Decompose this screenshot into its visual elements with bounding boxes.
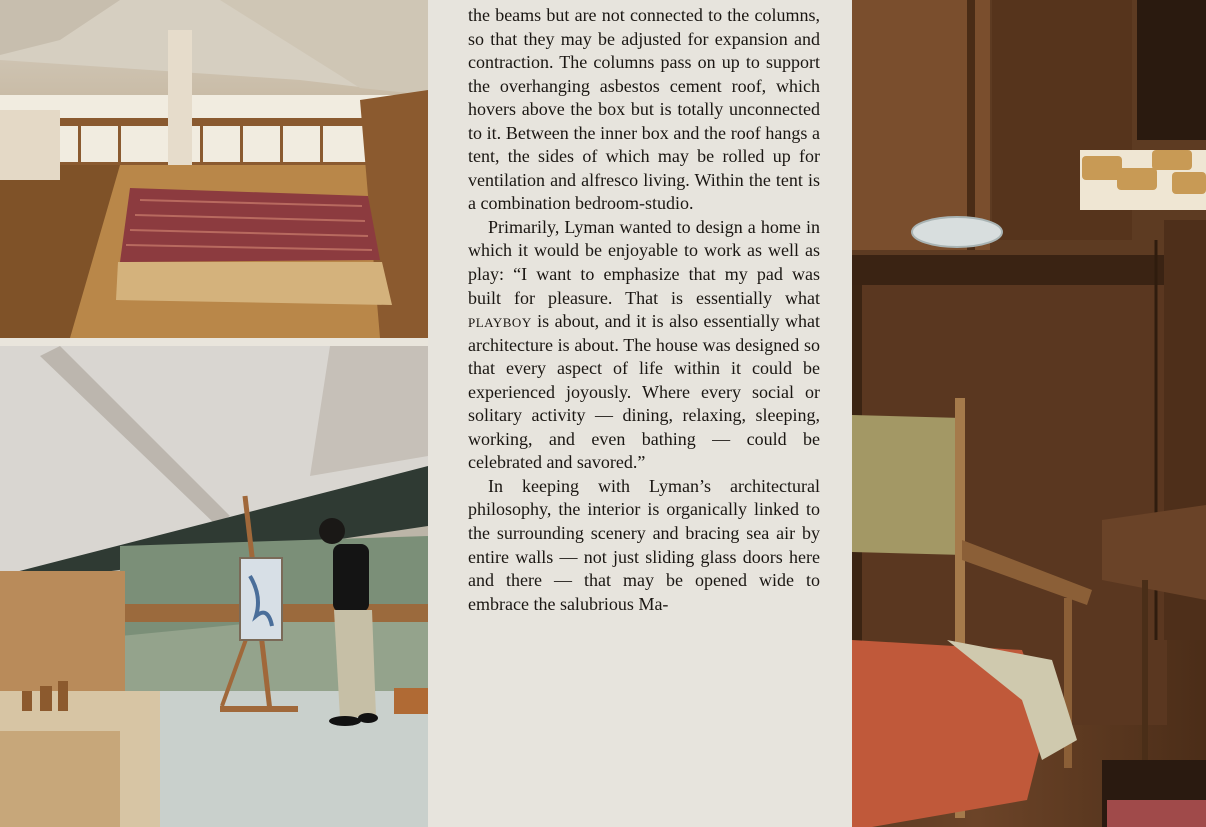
- cabinet-chair-illustration: [852, 0, 1206, 827]
- photo-loft-bedroom: [0, 0, 428, 338]
- magazine-name: playboy: [468, 311, 532, 332]
- studio-illustration: [0, 346, 428, 827]
- loft-bedroom-illustration: [0, 0, 428, 338]
- paragraph-3: In keeping with Lyman’s architectural philosophy, the interior is organically linked to the surrounding scenery and bracing sea air by entire walls — not just sliding glass doors here and there — that may be opened wide to embrace the salubrious Ma-: [468, 475, 820, 614]
- paragraph-2: [468, 216, 820, 475]
- article-body: [468, 4, 820, 616]
- paragraph-1: the beams but are not connected to the columns, so that they may be adjusted for expansion and contraction. The columns pass on up to support the overhanging asbestos cement roof, which hovers above the box but is totally unconnected to it. Between the inner box and the roof hangs a tent, the sides of which may be rolled up for ventilation and alfresco living. Within the tent is a combination bedroom-studio.: [468, 5, 820, 214]
- photo-studio-painter: [0, 346, 428, 827]
- paragraph-2-part-2: is about, and it is also essentially what architecture is about. The house was designed so that every aspect of life within it could be experienced joyously. Where every social or solitary activity — dining, relaxing, sleeping, working, and even bathing — could be celebrated and savored.”: [468, 311, 820, 473]
- article-text-column: [428, 0, 852, 827]
- paragraph-2-part-1: Primarily, Lyman wanted to design a home in which it would be enjoyable to work as well as play: “I want to emphasize that my pad was built for pleasure. That is essentially what: [468, 216, 820, 308]
- photo-cabinet-chair: [852, 0, 1206, 827]
